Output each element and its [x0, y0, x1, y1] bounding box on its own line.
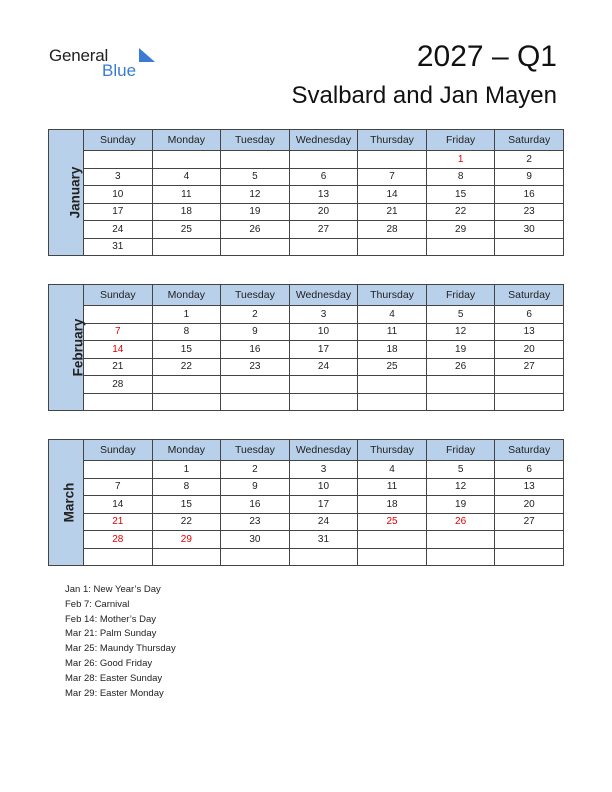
- month-calendar-january: [48, 129, 564, 256]
- day-cell: 14: [84, 496, 153, 514]
- day-cell: [495, 531, 564, 549]
- month-label-cell: [49, 130, 84, 256]
- day-cell: 29: [152, 531, 221, 549]
- calendar-table: [48, 129, 564, 256]
- day-cell: [426, 393, 495, 411]
- day-cell: 5: [426, 306, 495, 324]
- holiday-notes: [65, 583, 176, 701]
- logo-blue-text: Blue: [102, 61, 137, 80]
- day-cell: 3: [289, 461, 358, 479]
- day-cell: 9: [221, 323, 290, 341]
- day-cell: [221, 548, 290, 566]
- day-cell: 10: [289, 478, 358, 496]
- holiday-note: Mar 21: Palm Sunday: [65, 628, 157, 640]
- logo-general-text: General: [49, 46, 109, 65]
- day-cell: 29: [426, 221, 495, 239]
- day-cell: [495, 548, 564, 566]
- day-cell: 21: [358, 203, 427, 221]
- day-cell: [152, 151, 221, 169]
- holiday-note: Feb 14: Mother’s Day: [65, 613, 156, 625]
- day-cell: 12: [426, 323, 495, 341]
- day-cell: [358, 531, 427, 549]
- day-cell: [495, 376, 564, 394]
- weekday-header: Wednesday: [289, 440, 358, 461]
- weekday-header: Thursday: [358, 285, 427, 306]
- month-name: March: [61, 482, 77, 523]
- day-cell: [358, 393, 427, 411]
- day-cell: [221, 376, 290, 394]
- day-cell: 17: [84, 203, 153, 221]
- day-cell: 8: [426, 168, 495, 186]
- month-calendar-march: [48, 439, 564, 566]
- day-cell: 10: [84, 186, 153, 204]
- day-cell: 7: [84, 478, 153, 496]
- day-cell: [84, 306, 153, 324]
- day-cell: 8: [152, 323, 221, 341]
- day-cell: 23: [495, 203, 564, 221]
- week-row: [49, 513, 564, 531]
- day-cell: 2: [495, 151, 564, 169]
- week-row: [49, 461, 564, 479]
- day-cell: 25: [358, 513, 427, 531]
- day-cell: 18: [358, 496, 427, 514]
- weekday-header: Thursday: [358, 130, 427, 151]
- day-cell: 25: [358, 358, 427, 376]
- week-row: [49, 221, 564, 239]
- day-cell: 4: [152, 168, 221, 186]
- day-cell: 2: [221, 306, 290, 324]
- day-cell: 13: [495, 323, 564, 341]
- holiday-note: Mar 25: Maundy Thursday: [65, 643, 176, 655]
- day-cell: 19: [426, 341, 495, 359]
- day-cell: 19: [221, 203, 290, 221]
- day-cell: 23: [221, 358, 290, 376]
- week-row: [49, 548, 564, 566]
- day-cell: 16: [495, 186, 564, 204]
- day-cell: 13: [495, 478, 564, 496]
- weekday-header-row: [49, 285, 564, 306]
- day-cell: 26: [426, 358, 495, 376]
- day-cell: 15: [426, 186, 495, 204]
- day-cell: 25: [152, 221, 221, 239]
- week-row: [49, 376, 564, 394]
- week-row: [49, 478, 564, 496]
- day-cell: 15: [152, 496, 221, 514]
- weekday-header: Saturday: [495, 130, 564, 151]
- day-cell: 24: [289, 513, 358, 531]
- day-cell: [152, 548, 221, 566]
- day-cell: [84, 393, 153, 411]
- week-row: [49, 203, 564, 221]
- week-row: [49, 496, 564, 514]
- day-cell: 30: [221, 531, 290, 549]
- day-cell: 9: [221, 478, 290, 496]
- week-row: [49, 358, 564, 376]
- weekday-header: Friday: [426, 440, 495, 461]
- month-label-cell: [49, 440, 84, 566]
- weekday-header: Friday: [426, 285, 495, 306]
- holiday-note: Mar 29: Easter Monday: [65, 687, 164, 699]
- weekday-header: Tuesday: [221, 285, 290, 306]
- day-cell: 18: [358, 341, 427, 359]
- day-cell: [426, 238, 495, 256]
- day-cell: [426, 548, 495, 566]
- day-cell: [84, 548, 153, 566]
- day-cell: 24: [84, 221, 153, 239]
- day-cell: 21: [84, 358, 153, 376]
- weekday-header: Saturday: [495, 285, 564, 306]
- day-cell: [84, 461, 153, 479]
- day-cell: [152, 376, 221, 394]
- day-cell: [221, 238, 290, 256]
- day-cell: 12: [221, 186, 290, 204]
- logo-triangle-icon: [139, 48, 155, 62]
- weekday-header: Saturday: [495, 440, 564, 461]
- day-cell: 16: [221, 496, 290, 514]
- holiday-note: Feb 7: Carnival: [65, 598, 130, 610]
- day-cell: 26: [426, 513, 495, 531]
- day-cell: 21: [84, 513, 153, 531]
- day-cell: 30: [495, 221, 564, 239]
- weekday-header: Thursday: [358, 440, 427, 461]
- day-cell: 6: [495, 461, 564, 479]
- holiday-note: Jan 1: New Year’s Day: [65, 584, 161, 595]
- day-cell: [426, 376, 495, 394]
- day-cell: 1: [152, 306, 221, 324]
- day-cell: [221, 393, 290, 411]
- week-row: [49, 238, 564, 256]
- day-cell: 28: [358, 221, 427, 239]
- day-cell: [358, 151, 427, 169]
- day-cell: 1: [152, 461, 221, 479]
- weekday-header-row: [49, 440, 564, 461]
- day-cell: 24: [289, 358, 358, 376]
- day-cell: [495, 238, 564, 256]
- day-cell: [289, 238, 358, 256]
- weekday-header: Monday: [152, 285, 221, 306]
- day-cell: 6: [289, 168, 358, 186]
- day-cell: 28: [84, 531, 153, 549]
- weekday-header: Sunday: [84, 130, 153, 151]
- day-cell: 18: [152, 203, 221, 221]
- weekday-header: Friday: [426, 130, 495, 151]
- day-cell: [289, 393, 358, 411]
- day-cell: 3: [289, 306, 358, 324]
- day-cell: 5: [426, 461, 495, 479]
- day-cell: 22: [152, 513, 221, 531]
- day-cell: 3: [84, 168, 153, 186]
- day-cell: 1: [426, 151, 495, 169]
- month-name: February: [70, 318, 86, 377]
- calendar-table: [48, 284, 564, 411]
- weekday-header-row: [49, 130, 564, 151]
- day-cell: 27: [495, 358, 564, 376]
- day-cell: [358, 376, 427, 394]
- day-cell: [152, 238, 221, 256]
- day-cell: 28: [84, 376, 153, 394]
- day-cell: [152, 393, 221, 411]
- calendar-table: [48, 439, 564, 566]
- day-cell: 17: [289, 341, 358, 359]
- weekday-header: Tuesday: [221, 130, 290, 151]
- day-cell: [289, 548, 358, 566]
- day-cell: 2: [221, 461, 290, 479]
- day-cell: 19: [426, 496, 495, 514]
- weekday-header: Tuesday: [221, 440, 290, 461]
- weekday-header: Sunday: [84, 285, 153, 306]
- weekday-header: Sunday: [84, 440, 153, 461]
- day-cell: 8: [152, 478, 221, 496]
- day-cell: 23: [221, 513, 290, 531]
- day-cell: 27: [495, 513, 564, 531]
- day-cell: [358, 548, 427, 566]
- week-row: [49, 531, 564, 549]
- day-cell: 31: [84, 238, 153, 256]
- weekday-header: Wednesday: [289, 130, 358, 151]
- page-title: 2027 – Q1: [416, 40, 557, 73]
- day-cell: 7: [84, 323, 153, 341]
- day-cell: [84, 151, 153, 169]
- day-cell: [358, 238, 427, 256]
- day-cell: 14: [84, 341, 153, 359]
- day-cell: 11: [358, 478, 427, 496]
- holiday-note: Mar 26: Good Friday: [65, 657, 153, 669]
- day-cell: 5: [221, 168, 290, 186]
- week-row: [49, 393, 564, 411]
- day-cell: 4: [358, 461, 427, 479]
- week-row: [49, 186, 564, 204]
- day-cell: 11: [358, 323, 427, 341]
- day-cell: 27: [289, 221, 358, 239]
- day-cell: 12: [426, 478, 495, 496]
- week-row: [49, 151, 564, 169]
- day-cell: 22: [152, 358, 221, 376]
- day-cell: 15: [152, 341, 221, 359]
- day-cell: [495, 393, 564, 411]
- month-label-cell: [49, 285, 84, 411]
- month-calendar-february: [48, 284, 564, 411]
- day-cell: 6: [495, 306, 564, 324]
- day-cell: 14: [358, 186, 427, 204]
- day-cell: [426, 531, 495, 549]
- day-cell: 10: [289, 323, 358, 341]
- month-name: January: [67, 166, 83, 219]
- day-cell: [221, 151, 290, 169]
- day-cell: 31: [289, 531, 358, 549]
- day-cell: [289, 151, 358, 169]
- day-cell: [289, 376, 358, 394]
- weekday-header: Monday: [152, 440, 221, 461]
- day-cell: 26: [221, 221, 290, 239]
- weekday-header: Monday: [152, 130, 221, 151]
- day-cell: 20: [289, 203, 358, 221]
- day-cell: 20: [495, 496, 564, 514]
- holiday-note: Mar 28: Easter Sunday: [65, 672, 163, 684]
- day-cell: 13: [289, 186, 358, 204]
- day-cell: 11: [152, 186, 221, 204]
- day-cell: 9: [495, 168, 564, 186]
- weekday-header: Wednesday: [289, 285, 358, 306]
- logo: [49, 44, 149, 84]
- week-row: [49, 306, 564, 324]
- week-row: [49, 323, 564, 341]
- week-row: [49, 168, 564, 186]
- day-cell: 16: [221, 341, 290, 359]
- day-cell: 17: [289, 496, 358, 514]
- day-cell: 7: [358, 168, 427, 186]
- day-cell: 4: [358, 306, 427, 324]
- page-subtitle: Svalbard and Jan Mayen: [291, 82, 557, 109]
- day-cell: 20: [495, 341, 564, 359]
- day-cell: 22: [426, 203, 495, 221]
- week-row: [49, 341, 564, 359]
